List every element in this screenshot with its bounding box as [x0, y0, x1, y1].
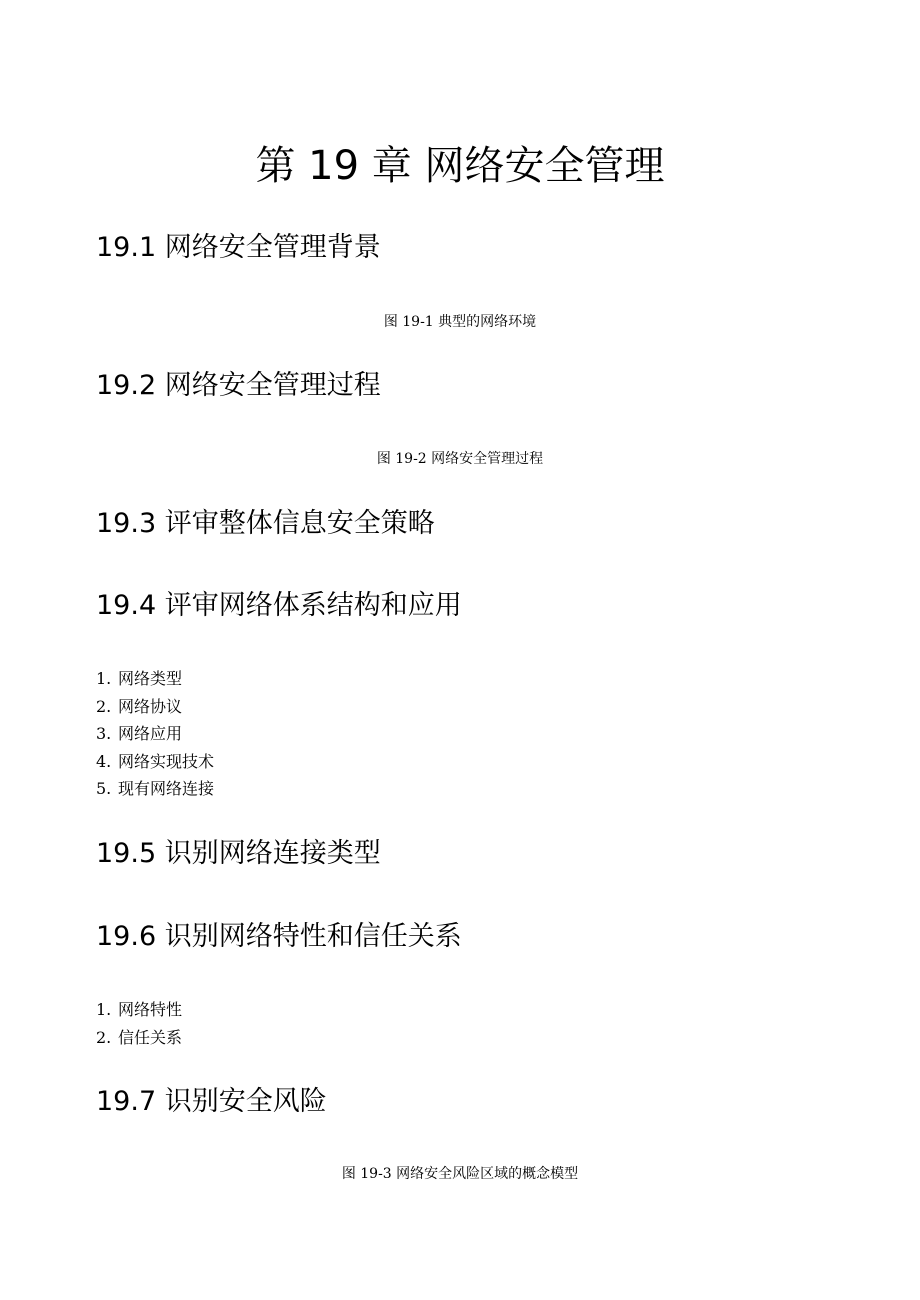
- list-item-number: 3.: [96, 724, 112, 743]
- list-item-number: 2.: [96, 1027, 112, 1047]
- chapter-title: 第 19 章 网络安全管理: [255, 143, 665, 189]
- list-item: [96, 775, 214, 803]
- list-item-number: 1.: [96, 669, 112, 688]
- list-item-number: 5.: [96, 779, 112, 798]
- list-item-text: 信任关系: [118, 1027, 183, 1047]
- list-19-6: [96, 996, 182, 1051]
- list-item: [96, 693, 214, 721]
- section-heading-19-2: 19.2 网络安全管理过程: [96, 370, 381, 401]
- list-item-number: 4.: [96, 751, 112, 771]
- section-heading-19-1: 19.1 网络安全管理背景: [96, 232, 381, 263]
- list-item-text: 网络特性: [118, 1000, 183, 1019]
- figure-caption-19-3: 图 19-3 网络安全风险区域的概念模型: [341, 1166, 579, 1182]
- list-item: [96, 720, 214, 748]
- list-item-number: 1.: [96, 1000, 112, 1019]
- list-item-number: 2.: [96, 696, 112, 716]
- list-item-text: 网络应用: [118, 724, 183, 743]
- section-heading-19-3: 19.3 评审整体信息安全策略: [96, 508, 435, 539]
- section-heading-19-6: 19.6 识别网络特性和信任关系: [96, 921, 462, 952]
- list-item-text: 网络协议: [118, 696, 183, 716]
- section-heading-19-4: 19.4 评审网络体系结构和应用: [96, 590, 462, 621]
- list-item: [96, 665, 214, 693]
- list-item: [96, 1024, 182, 1052]
- section-heading-19-5: 19.5 识别网络连接类型: [96, 838, 381, 869]
- list-item-text: 网络实现技术: [118, 751, 215, 771]
- section-heading-19-7: 19.7 识别安全风险: [96, 1086, 327, 1117]
- list-19-4: [96, 665, 214, 803]
- list-item-text: 现有网络连接: [118, 779, 215, 798]
- list-item-text: 网络类型: [118, 669, 183, 688]
- figure-caption-19-2: 图 19-2 网络安全管理过程: [376, 451, 544, 467]
- figure-caption-19-1: 图 19-1 典型的网络环境: [383, 314, 537, 330]
- list-item: [96, 996, 182, 1024]
- list-item: [96, 748, 214, 776]
